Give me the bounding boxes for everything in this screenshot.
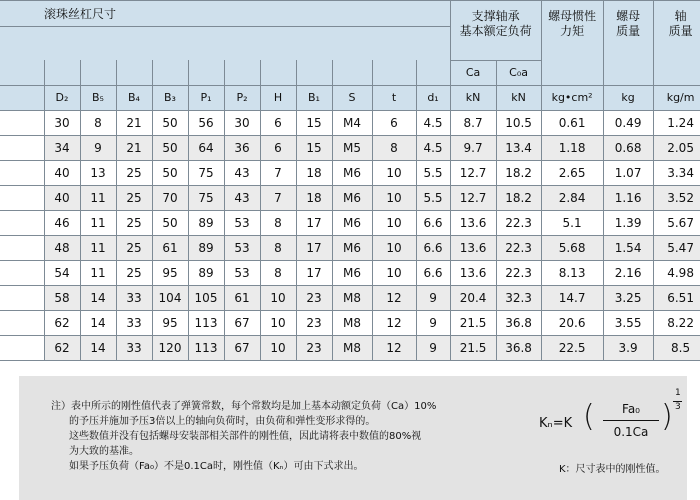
cell-b1: 18 bbox=[296, 185, 332, 210]
cell-t: 8 bbox=[372, 135, 416, 160]
cell-c0a: 36.8 bbox=[496, 335, 541, 360]
cell-p2: 61 bbox=[224, 285, 260, 310]
cell-inertia: 2.65 bbox=[541, 160, 603, 185]
cell-b3: 50 bbox=[152, 110, 188, 135]
header-spacer-cell bbox=[188, 60, 224, 85]
table-row bbox=[0, 335, 700, 360]
cell-t: 12 bbox=[372, 335, 416, 360]
table-row bbox=[0, 135, 700, 160]
cell-shaft-mass: 5.67 bbox=[653, 210, 700, 235]
cell-ca: 20.4 bbox=[450, 285, 496, 310]
cell-b3: 70 bbox=[152, 185, 188, 210]
cell-d1: 6.6 bbox=[416, 210, 450, 235]
note-line: 注）表中所示的刚性值代表了弹簧常数，每个常数均是加上基本动额定负荷（Ca）10% bbox=[51, 401, 437, 412]
header-d2: D₂ bbox=[44, 85, 80, 110]
header-spacer bbox=[0, 27, 450, 61]
cell-b3: 50 bbox=[152, 135, 188, 160]
cell-p2: 30 bbox=[224, 110, 260, 135]
cell-d2: 40 bbox=[44, 185, 80, 210]
cell-b1: 15 bbox=[296, 135, 332, 160]
header-nut-mass-line2: 质量 bbox=[616, 24, 641, 38]
header-shaft-mass-line1: 轴 bbox=[674, 9, 687, 23]
cell-c0a: 22.3 bbox=[496, 210, 541, 235]
cell-ca: 8.7 bbox=[450, 110, 496, 135]
cell-c0a: 18.2 bbox=[496, 185, 541, 210]
cell-shaft-mass: 6.51 bbox=[653, 285, 700, 310]
cell-t: 10 bbox=[372, 185, 416, 210]
cell-h: 10 bbox=[260, 310, 296, 335]
cell-d1: 9 bbox=[416, 285, 450, 310]
cell-nut-mass: 3.25 bbox=[603, 285, 653, 310]
cell-shaft-mass: 2.05 bbox=[653, 135, 700, 160]
cell-shaft-mass: 5.47 bbox=[653, 235, 700, 260]
table-row bbox=[0, 235, 700, 260]
formula-denominator: 0.1Ca bbox=[613, 425, 649, 439]
cell-b3: 120 bbox=[152, 335, 188, 360]
cell-h: 6 bbox=[260, 135, 296, 160]
cell-ca: 12.7 bbox=[450, 185, 496, 210]
cell-b1: 15 bbox=[296, 110, 332, 135]
row-blank bbox=[0, 260, 44, 285]
cell-p2: 36 bbox=[224, 135, 260, 160]
cell-b1: 17 bbox=[296, 260, 332, 285]
cell-c0a: 36.8 bbox=[496, 310, 541, 335]
cell-p1: 105 bbox=[188, 285, 224, 310]
cell-h: 8 bbox=[260, 260, 296, 285]
cell-b4: 21 bbox=[116, 135, 152, 160]
cell-nut-mass: 1.54 bbox=[603, 235, 653, 260]
cell-h: 7 bbox=[260, 160, 296, 185]
row-blank bbox=[0, 110, 44, 135]
cell-d1: 5.5 bbox=[416, 160, 450, 185]
unit-inertia: kg•cm² bbox=[541, 85, 603, 110]
unit-c0a-kn: kN bbox=[496, 85, 541, 110]
header-d1: d₁ bbox=[416, 85, 450, 110]
formula-exp-den: 3 bbox=[675, 402, 681, 412]
cell-t: 12 bbox=[372, 285, 416, 310]
header-spacer-cell bbox=[0, 60, 44, 85]
cell-b4: 25 bbox=[116, 160, 152, 185]
cell-c0a: 32.3 bbox=[496, 285, 541, 310]
table-row bbox=[0, 260, 700, 285]
note-line: 的予压并施加予压3倍以上的轴向负荷时，由负荷和弹性变形求得的。 bbox=[69, 416, 376, 427]
header-spacer-cell bbox=[296, 60, 332, 85]
note-line: 这些数值并没有包括螺母安装部相关部件的刚性值，因此请将表中数值的80%视 bbox=[69, 431, 422, 442]
cell-s: M6 bbox=[332, 260, 372, 285]
cell-b1: 17 bbox=[296, 210, 332, 235]
unit-shaft-mass: kg/m bbox=[653, 85, 700, 110]
header-inertia-line1: 螺母惯性 bbox=[548, 9, 597, 23]
header-empty bbox=[0, 85, 44, 110]
cell-t: 10 bbox=[372, 235, 416, 260]
cell-nut-mass: 0.49 bbox=[603, 110, 653, 135]
cell-ca: 21.5 bbox=[450, 310, 496, 335]
formula-paren-left: ( bbox=[583, 399, 595, 434]
cell-d2: 48 bbox=[44, 235, 80, 260]
cell-p1: 56 bbox=[188, 110, 224, 135]
cell-b5: 14 bbox=[80, 310, 116, 335]
cell-d2: 62 bbox=[44, 335, 80, 360]
cell-b4: 25 bbox=[116, 185, 152, 210]
cell-b5: 8 bbox=[80, 110, 116, 135]
cell-inertia: 22.5 bbox=[541, 335, 603, 360]
header-spacer-cell bbox=[260, 60, 296, 85]
cell-c0a: 13.4 bbox=[496, 135, 541, 160]
cell-nut-mass: 1.07 bbox=[603, 160, 653, 185]
cell-b1: 18 bbox=[296, 160, 332, 185]
cell-b3: 95 bbox=[152, 310, 188, 335]
cell-nut-mass: 1.39 bbox=[603, 210, 653, 235]
cell-nut-mass: 3.9 bbox=[603, 335, 653, 360]
cell-s: M6 bbox=[332, 185, 372, 210]
cell-p1: 113 bbox=[188, 335, 224, 360]
cell-d2: 54 bbox=[44, 260, 80, 285]
row-blank bbox=[0, 335, 44, 360]
unit-ca-kn: kN bbox=[450, 85, 496, 110]
cell-shaft-mass: 8.5 bbox=[653, 335, 700, 360]
cell-p2: 43 bbox=[224, 185, 260, 210]
cell-c0a: 10.5 bbox=[496, 110, 541, 135]
cell-b3: 50 bbox=[152, 210, 188, 235]
cell-shaft-mass: 4.98 bbox=[653, 260, 700, 285]
cell-shaft-mass: 3.34 bbox=[653, 160, 700, 185]
cell-inertia: 2.84 bbox=[541, 185, 603, 210]
cell-d2: 62 bbox=[44, 310, 80, 335]
cell-b5: 11 bbox=[80, 185, 116, 210]
header-spacer-cell bbox=[44, 60, 80, 85]
header-b1: B₁ bbox=[296, 85, 332, 110]
cell-p2: 67 bbox=[224, 335, 260, 360]
cell-nut-mass: 0.68 bbox=[603, 135, 653, 160]
note-line: 如果予压负荷（Fa₀）不是0.1Ca时，刚性值（Kₙ）可由下式求出。 bbox=[69, 461, 364, 472]
cell-b5: 14 bbox=[80, 285, 116, 310]
row-blank bbox=[0, 185, 44, 210]
cell-inertia: 20.6 bbox=[541, 310, 603, 335]
cell-inertia: 1.18 bbox=[541, 135, 603, 160]
cell-p1: 75 bbox=[188, 185, 224, 210]
formula-lhs: Kₙ=K bbox=[539, 416, 573, 431]
cell-p2: 53 bbox=[224, 210, 260, 235]
cell-shaft-mass: 1.24 bbox=[653, 110, 700, 135]
cell-h: 10 bbox=[260, 285, 296, 310]
note-text bbox=[51, 399, 436, 474]
cell-inertia: 0.61 bbox=[541, 110, 603, 135]
cell-s: M8 bbox=[332, 310, 372, 335]
header-spacer-cell bbox=[116, 60, 152, 85]
table-row bbox=[0, 285, 700, 310]
formula-fraction-bar bbox=[603, 420, 659, 421]
header-t: t bbox=[372, 85, 416, 110]
header-inertia-line2: 力矩 bbox=[560, 24, 585, 38]
cell-p1: 89 bbox=[188, 210, 224, 235]
cell-t: 6 bbox=[372, 110, 416, 135]
cell-t: 12 bbox=[372, 310, 416, 335]
header-nut-mass-line1: 螺母 bbox=[616, 9, 641, 23]
cell-c0a: 22.3 bbox=[496, 235, 541, 260]
cell-d2: 40 bbox=[44, 160, 80, 185]
cell-inertia: 5.1 bbox=[541, 210, 603, 235]
cell-d2: 58 bbox=[44, 285, 80, 310]
header-h: H bbox=[260, 85, 296, 110]
cell-b3: 104 bbox=[152, 285, 188, 310]
cell-b4: 25 bbox=[116, 235, 152, 260]
formula-paren-right: ) bbox=[661, 399, 673, 434]
cell-h: 8 bbox=[260, 235, 296, 260]
header-spacer-cell bbox=[332, 60, 372, 85]
table-row bbox=[0, 160, 700, 185]
header-spacer-cell bbox=[224, 60, 260, 85]
cell-c0a: 18.2 bbox=[496, 160, 541, 185]
cell-b5: 13 bbox=[80, 160, 116, 185]
cell-d2: 34 bbox=[44, 135, 80, 160]
cell-d1: 9 bbox=[416, 335, 450, 360]
cell-b1: 23 bbox=[296, 285, 332, 310]
cell-b4: 33 bbox=[116, 285, 152, 310]
table-row bbox=[0, 185, 700, 210]
cell-b4: 25 bbox=[116, 260, 152, 285]
row-blank bbox=[0, 210, 44, 235]
cell-t: 10 bbox=[372, 160, 416, 185]
cell-d1: 5.5 bbox=[416, 185, 450, 210]
cell-p1: 113 bbox=[188, 310, 224, 335]
cell-b4: 25 bbox=[116, 210, 152, 235]
cell-s: M8 bbox=[332, 285, 372, 310]
cell-b5: 11 bbox=[80, 210, 116, 235]
cell-d1: 4.5 bbox=[416, 110, 450, 135]
cell-nut-mass: 3.55 bbox=[603, 310, 653, 335]
cell-p2: 43 bbox=[224, 160, 260, 185]
k-note: K：尺寸表中的刚性值。 bbox=[559, 464, 666, 475]
cell-s: M4 bbox=[332, 110, 372, 135]
cell-h: 10 bbox=[260, 335, 296, 360]
cell-b5: 11 bbox=[80, 235, 116, 260]
formula-numerator: Fa₀ bbox=[622, 402, 640, 416]
header-shaft-mass-line2: 质量 bbox=[668, 24, 693, 38]
header-spacer-cell bbox=[372, 60, 416, 85]
cell-p1: 89 bbox=[188, 260, 224, 285]
cell-d1: 6.6 bbox=[416, 235, 450, 260]
cell-s: M6 bbox=[332, 210, 372, 235]
cell-p1: 75 bbox=[188, 160, 224, 185]
cell-b4: 33 bbox=[116, 335, 152, 360]
cell-ca: 13.6 bbox=[450, 260, 496, 285]
header-nut-inertia bbox=[541, 1, 603, 86]
cell-c0a: 22.3 bbox=[496, 260, 541, 285]
table-row bbox=[0, 310, 700, 335]
cell-b3: 50 bbox=[152, 160, 188, 185]
header-spacer-cell bbox=[152, 60, 188, 85]
row-blank bbox=[0, 310, 44, 335]
cell-b1: 23 bbox=[296, 310, 332, 335]
cell-shaft-mass: 8.22 bbox=[653, 310, 700, 335]
header-support-bearing bbox=[450, 1, 541, 61]
cell-s: M8 bbox=[332, 335, 372, 360]
header-b5: B₅ bbox=[80, 85, 116, 110]
cell-h: 6 bbox=[260, 110, 296, 135]
unit-nut-mass: kg bbox=[603, 85, 653, 110]
cell-b5: 14 bbox=[80, 335, 116, 360]
cell-b4: 21 bbox=[116, 110, 152, 135]
cell-b1: 23 bbox=[296, 335, 332, 360]
cell-d2: 30 bbox=[44, 110, 80, 135]
header-c0a: C₀a bbox=[496, 60, 541, 85]
cell-p1: 89 bbox=[188, 235, 224, 260]
cell-b3: 95 bbox=[152, 260, 188, 285]
cell-nut-mass: 1.16 bbox=[603, 185, 653, 210]
stiffness-formula bbox=[539, 388, 689, 452]
row-blank bbox=[0, 235, 44, 260]
cell-d1: 9 bbox=[416, 310, 450, 335]
header-shaft-mass bbox=[653, 1, 700, 86]
header-p1: P₁ bbox=[188, 85, 224, 110]
cell-ca: 12.7 bbox=[450, 160, 496, 185]
table-row bbox=[0, 210, 700, 235]
cell-h: 7 bbox=[260, 185, 296, 210]
cell-h: 8 bbox=[260, 210, 296, 235]
cell-s: M6 bbox=[332, 235, 372, 260]
cell-p1: 64 bbox=[188, 135, 224, 160]
header-spacer-cell bbox=[80, 60, 116, 85]
cell-t: 10 bbox=[372, 260, 416, 285]
cell-s: M6 bbox=[332, 160, 372, 185]
cell-p2: 53 bbox=[224, 260, 260, 285]
cell-ca: 13.6 bbox=[450, 235, 496, 260]
row-blank bbox=[0, 160, 44, 185]
cell-d1: 6.6 bbox=[416, 260, 450, 285]
cell-t: 10 bbox=[372, 210, 416, 235]
cell-p2: 53 bbox=[224, 235, 260, 260]
header-ca: Ca bbox=[450, 60, 496, 85]
header-s: S bbox=[332, 85, 372, 110]
cell-p2: 67 bbox=[224, 310, 260, 335]
cell-ca: 13.6 bbox=[450, 210, 496, 235]
cell-inertia: 5.68 bbox=[541, 235, 603, 260]
cell-b5: 9 bbox=[80, 135, 116, 160]
cell-ca: 9.7 bbox=[450, 135, 496, 160]
cell-b1: 17 bbox=[296, 235, 332, 260]
cell-shaft-mass: 3.52 bbox=[653, 185, 700, 210]
header-b4: B₄ bbox=[116, 85, 152, 110]
cell-b4: 33 bbox=[116, 310, 152, 335]
cell-b5: 11 bbox=[80, 260, 116, 285]
cell-nut-mass: 2.16 bbox=[603, 260, 653, 285]
cell-inertia: 8.13 bbox=[541, 260, 603, 285]
cell-d2: 46 bbox=[44, 210, 80, 235]
header-support-line1: 支撑轴承 bbox=[471, 9, 520, 23]
cell-inertia: 14.7 bbox=[541, 285, 603, 310]
table-title: 滚珠丝杠尺寸 bbox=[0, 1, 450, 27]
note-line: 为大致的基准。 bbox=[69, 446, 139, 457]
cell-b3: 61 bbox=[152, 235, 188, 260]
cell-ca: 21.5 bbox=[450, 335, 496, 360]
cell-d1: 4.5 bbox=[416, 135, 450, 160]
cell-s: M5 bbox=[332, 135, 372, 160]
row-blank bbox=[0, 285, 44, 310]
formula-exp-num: 1 bbox=[675, 388, 681, 398]
note-panel bbox=[19, 376, 687, 500]
header-p2: P₂ bbox=[224, 85, 260, 110]
header-b3: B₃ bbox=[152, 85, 188, 110]
header-spacer-cell bbox=[416, 60, 450, 85]
header-nut-mass bbox=[603, 1, 653, 86]
row-blank bbox=[0, 135, 44, 160]
header-support-line2: 基本额定负荷 bbox=[459, 24, 532, 38]
table-row bbox=[0, 110, 700, 135]
